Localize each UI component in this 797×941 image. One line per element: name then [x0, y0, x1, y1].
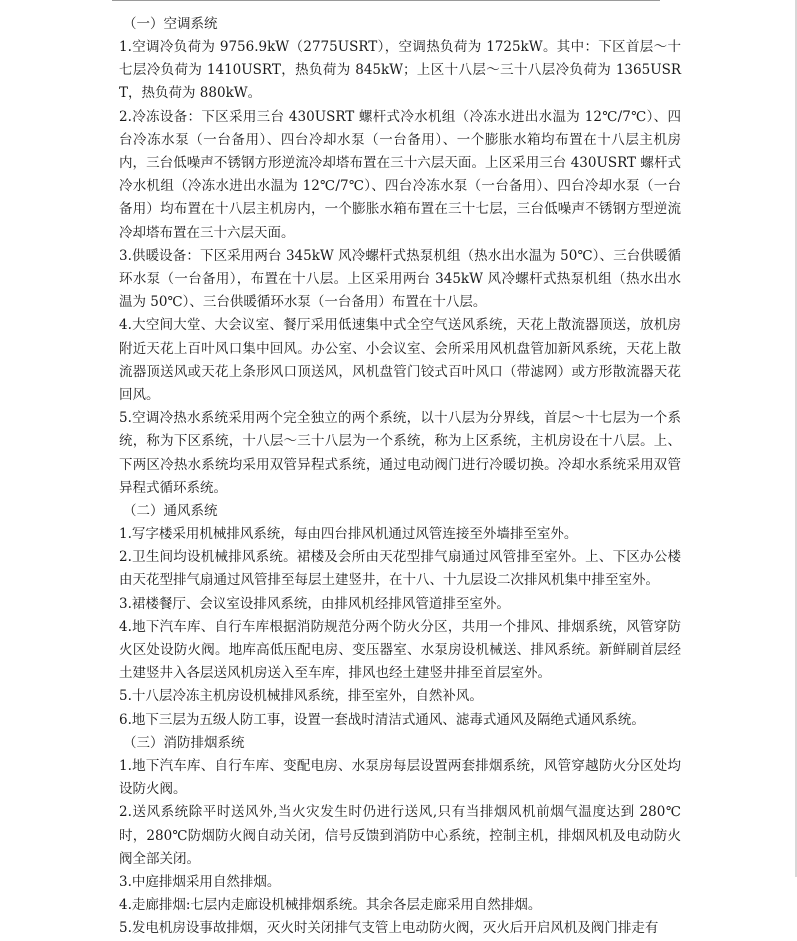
- vent-paragraph-5: 5.十八层冷冻主机房设机械排风系统，排至室外，自然补风。: [119, 688, 483, 705]
- vent-paragraph-4: 4.地下汽车库、自行车库根据消防规范分两个防火分区，共用一个排风、排烟系统，风管穿防火区处设防火阀。地库高低压配电房、变压器室、水泵房设机械送、排风系统。新鲜刷首层经土建竖井入各层送风机房送入至车库，排风也经土建竖井排至首层室外。: [119, 618, 681, 682]
- smoke-paragraph-4: 4.走廊排烟:七层内走廊设机械排烟系统。其余各层走廊采用自然排烟。: [119, 897, 542, 914]
- ac-paragraph-3: 3.供暖设备：下区采用两台 345kW 风冷螺杆式热泵机组（热水出水温为 50℃）、三台供暖循环水泵（一台备用），布置在十八层。上区采用两台 345kW 风冷螺杆式热泵机组（热水出水温为 50℃）、三台供暖循环水泵（一台备用）布置在十八层。: [119, 247, 681, 311]
- ac-paragraph-2: 2.冷冻设备：下区采用三台 430USRT 螺杆式冷水机组（冷冻水进出水温为 12℃/7℃）、四台冷冻水泵（一台备用）、四台冷却水泵（一台备用）、一个膨胀水箱均布置在十八层主机房内，三台低噪声不锈钢方形逆流冷却塔布置在三十六层天面。上区采用三台 430USRT 螺杆式冷水机组（冷冻水进出水温为 12℃/7℃）、四台冷冻水泵（一台备用）、四台冷却水泵（一台备用）均布置在十八层主机房内，一个膨胀水箱布置在三十七层，三台低噪声不锈钢方型逆流冷却塔布置在三十六层天面。: [119, 108, 681, 241]
- section-heading-ventilation: （二）通风系统: [123, 503, 218, 520]
- top-rule: [112, 0, 660, 1]
- ac-paragraph-5: 5.空调冷热水系统采用两个完全独立的两个系统，以十八层为分界线，首层～十七层为一个系统，称为下区系统，十八层～三十八层为一个系统，称为上区系统，主机房设在十八层。上、下两区冷热水系统均采用双管异程式系统，通过电动阀门进行冷暖切换。冷却水系统采用双管异程式循环系统。: [119, 410, 681, 496]
- section-heading-smoke-exhaust: （三）消防排烟系统: [123, 734, 245, 751]
- smoke-paragraph-1: 1.地下汽车库、自行车库、变配电房、水泵房每层设置两套排烟系统，风管穿越防火分区处均设防火阀。: [119, 757, 681, 798]
- ac-paragraph-4: 4.大空间大堂、大会议室、餐厅采用低速集中式全空气送风系统，天花上散流器顶送，放机房附近天花上百叶风口集中回风。办公室、小会议室、会所采用风机盘管加新风系统，天花上散流器顶送风或天花上条形风口顶送风，风机盘管门铰式百叶风口（带滤网）或方形散流器天花回风。: [119, 317, 681, 404]
- smoke-paragraph-3: 3.中庭排烟采用自然排烟。: [119, 873, 281, 890]
- document-body: [119, 13, 681, 941]
- vent-paragraph-2: 2.卫生间均设机械排风系统。裙楼及会所由天花型排气扇通过风管排至室外。上、下区办公楼由天花型排气扇通过风管排至每层土建竖井，在十八、十九层设二次排风机集中排至室外。: [119, 549, 681, 589]
- ac-paragraph-1: 1.空调冷负荷为 9756.9kW（2775USRT），空调热负荷为 1725kW。其中：下区首层～十七层冷负荷为 1410USRT，热负荷为 845kW；上区十八层～三十八层冷负荷为 1365USRT，热负荷为 880kW。: [119, 39, 681, 102]
- smoke-paragraph-2: 2.送风系统除平时送风外,当火灾发生时仍进行送风,只有当排烟风机前烟气温度达到 280℃时，280℃防烟防火阀自动关闭，信号反馈到消防中心系统，控制主机，排烟风机及电动防火阀全部关闭。: [119, 804, 681, 867]
- vent-paragraph-6: 6.地下三层为五级人防工事，设置一套战时清洁式通风、滤毒式通风及隔绝式通风系统。: [119, 711, 645, 728]
- smoke-paragraph-5: 5.发电机房设事故排烟，灭火时关闭排气支管上电动防火阀，灭火后开启风机及阀门排走有: [119, 920, 659, 937]
- vent-paragraph-1: 1.写字楼采用机械排风系统，每由四台排风机通过风管连接至外墙排至室外。: [119, 526, 578, 543]
- section-heading-air-conditioning: （一）空调系统: [123, 16, 218, 32]
- vent-paragraph-3: 3.裙楼餐厅、会议室设排风系统，由排风机经排风管道排至室外。: [119, 595, 510, 612]
